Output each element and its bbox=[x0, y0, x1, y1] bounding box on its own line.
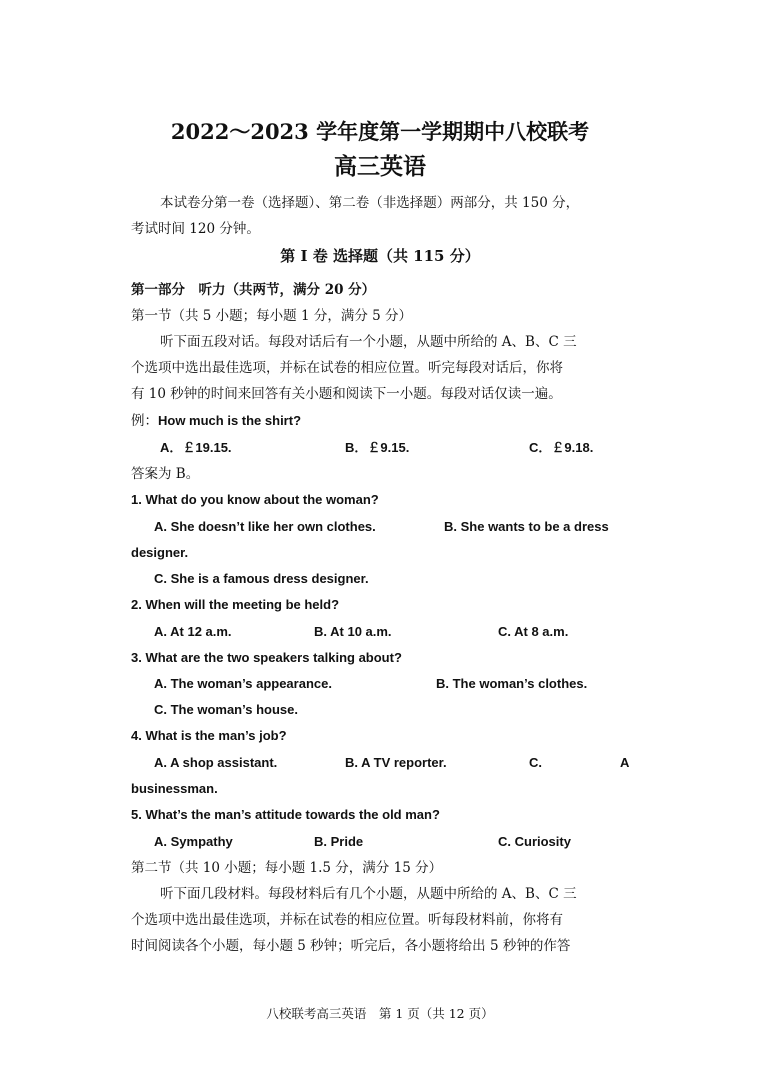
question-5-option-c: C. Curiosity bbox=[498, 834, 571, 849]
question-2-option-c: C. At 8 a.m. bbox=[498, 624, 569, 639]
section-1-directions-line: 听下面五段对话。每段对话后有一个小题，从题中所给的 A、B、C 三 bbox=[160, 334, 577, 350]
question-3-option-b: B. The woman’s clothes. bbox=[436, 676, 588, 691]
question-1-option-c: C. She is a famous dress designer. bbox=[154, 571, 369, 586]
question-2-option-a: A. At 12 a.m. bbox=[154, 624, 232, 639]
question-4: 4. What is the man’s job? bbox=[131, 728, 287, 743]
section-2-directions-line: 时间阅读各个小题，每小题 5 秒钟；听完后，各小题将给出 5 秒钟的作答 bbox=[131, 938, 571, 954]
volume-1-title: 第 I 卷 选择题（共 115 分） bbox=[280, 247, 480, 265]
question-4-option-c-cont: businessman. bbox=[131, 781, 218, 796]
section-1-directions-line: 有 10 秒钟的时间来回答有关小题和阅读下一小题。每段对话仅读一遍。 bbox=[131, 386, 562, 402]
section-2-directions-line: 个选项中选出最佳选项，并标在试卷的相应位置。听每段材料前，你将有 bbox=[131, 912, 563, 928]
question-3: 3. What are the two speakers talking about? bbox=[131, 650, 402, 665]
example-line bbox=[131, 412, 301, 430]
question-1: 1. What do you know about the woman? bbox=[131, 492, 379, 507]
question-3-option-a: A. The woman’s appearance. bbox=[154, 676, 332, 691]
page-footer: 八校联考高三英语 第 1 页（共 12 页） bbox=[266, 1006, 494, 1021]
exam-title: 2022～2023 学年度第一学期期中八校联考 bbox=[170, 119, 590, 144]
question-2: 2. When will the meeting be held? bbox=[131, 597, 340, 612]
exam-subject-title: 高三英语 bbox=[334, 153, 426, 180]
question-4-option-c-word: A bbox=[620, 755, 630, 770]
question-3-option-c: C. The woman’s house. bbox=[154, 702, 298, 717]
question-1-option-b-cont: designer. bbox=[131, 545, 189, 560]
section-2-title: 第二节（共 10 小题；每小题 1.5 分，满分 15 分） bbox=[131, 860, 443, 876]
part-1-title: 第一部分 听力（共两节，满分 20 分） bbox=[131, 282, 376, 298]
example-prefix: 例： bbox=[131, 413, 158, 429]
intro-line-2: 考试时间 120 分钟。 bbox=[131, 221, 260, 237]
section-1-directions-line: 个选项中选出最佳选项，并标在试卷的相应位置。听完每段对话后，你将 bbox=[131, 360, 563, 376]
question-1-option-a: A. She doesn’t like her own clothes. bbox=[154, 519, 376, 534]
question-5-option-b: B. Pride bbox=[314, 834, 364, 849]
example-option-b: B．￡9.15. bbox=[345, 440, 410, 455]
question-5: 5. What’s the man’s attitude towards the old man? bbox=[131, 807, 440, 822]
question-5-option-a: A. Sympathy bbox=[154, 834, 233, 849]
question-2-option-b: B. At 10 a.m. bbox=[314, 624, 392, 639]
example-answer: 答案为 B。 bbox=[131, 466, 200, 482]
question-4-option-a: A. A shop assistant. bbox=[154, 755, 278, 770]
intro-line-1: 本试卷分第一卷（选择题）、第二卷（非选择题）两部分，共 150 分， bbox=[160, 195, 580, 211]
question-1-option-b: B. She wants to be a dress bbox=[444, 519, 609, 534]
question-4-option-b: B. A TV reporter. bbox=[345, 755, 447, 770]
example-option-a: A．￡19.15. bbox=[160, 440, 232, 455]
section-1-title: 第一节（共 5 小题；每小题 1 分，满分 5 分） bbox=[131, 308, 413, 324]
example-question: How much is the shirt? bbox=[158, 413, 302, 428]
example-option-c: C．￡9.18. bbox=[529, 440, 594, 455]
question-4-option-c: C. bbox=[529, 755, 542, 770]
section-2-directions-line: 听下面几段材料。每段材料后有几个小题，从题中所给的 A、B、C 三 bbox=[160, 886, 577, 902]
